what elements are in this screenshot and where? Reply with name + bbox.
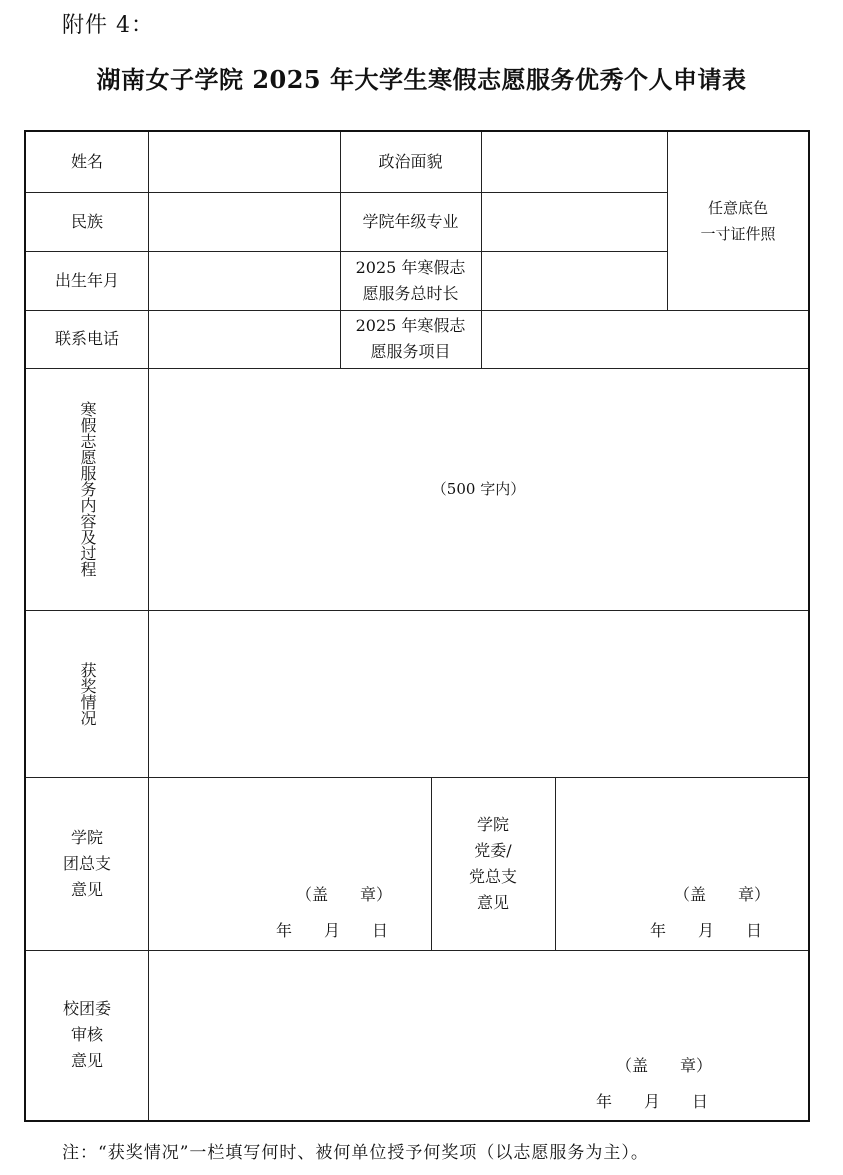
league-branch-seal: （盖 章）: [296, 885, 393, 904]
league-branch-date: 年 月 日: [276, 921, 389, 940]
content-field[interactable]: [149, 369, 808, 609]
project-field[interactable]: [482, 311, 808, 367]
political-field[interactable]: [482, 133, 666, 191]
page-title: 湖南女子学院 2025 年大学生寒假志愿服务优秀个人申请表: [96, 65, 747, 94]
political-label: 政治面貌: [378, 152, 443, 171]
party-seal: （盖 章）: [674, 885, 771, 904]
awards-label-cell: [26, 610, 148, 777]
college-field[interactable]: [482, 193, 666, 250]
school-league-label: 校团委 审核 意见: [62, 999, 111, 1070]
party-date: 年 月 日: [650, 921, 763, 940]
awards-field[interactable]: [149, 611, 808, 776]
name-field[interactable]: [149, 133, 339, 191]
attachment-label: 附件 4：: [62, 13, 154, 38]
phone-field[interactable]: [149, 311, 339, 367]
college-label: 学院年级专业: [362, 211, 459, 231]
birth-label: 出生年月: [54, 270, 119, 290]
phone-label: 联系电话: [54, 329, 119, 348]
content-hint: （500 字内）: [431, 480, 526, 498]
birth-field[interactable]: [149, 252, 339, 309]
project-label: 2025 年寒假志 愿服务项目: [355, 316, 466, 361]
photo-box[interactable]: 任意底色 一寸证件照: [700, 199, 776, 243]
school-league-date: 年 月 日: [596, 1092, 709, 1111]
hours-label: 2025 年寒假志 愿服务总时长: [355, 257, 466, 303]
name-label: 姓名: [70, 152, 103, 171]
league-branch-label: 学院 团总支 意见: [62, 827, 111, 899]
party-label: 学院 党委/ 党总支 意见: [468, 814, 517, 912]
school-league-field[interactable]: [149, 951, 808, 1120]
footnote: 注：“获奖情况”一栏填写何时、被何单位授予何奖项（以志愿服务为主）。: [62, 1143, 649, 1163]
content-label-cell: [26, 368, 148, 610]
content-label: 寒假志愿服务内容及过程: [78, 401, 97, 577]
application-form: [24, 130, 810, 1122]
awards-label: 获奖情况: [78, 661, 97, 726]
ethnicity-field[interactable]: [149, 193, 339, 250]
hours-field[interactable]: [482, 252, 666, 309]
ethnicity-label: 民族: [70, 211, 103, 231]
school-league-seal: （盖 章）: [616, 1056, 713, 1075]
